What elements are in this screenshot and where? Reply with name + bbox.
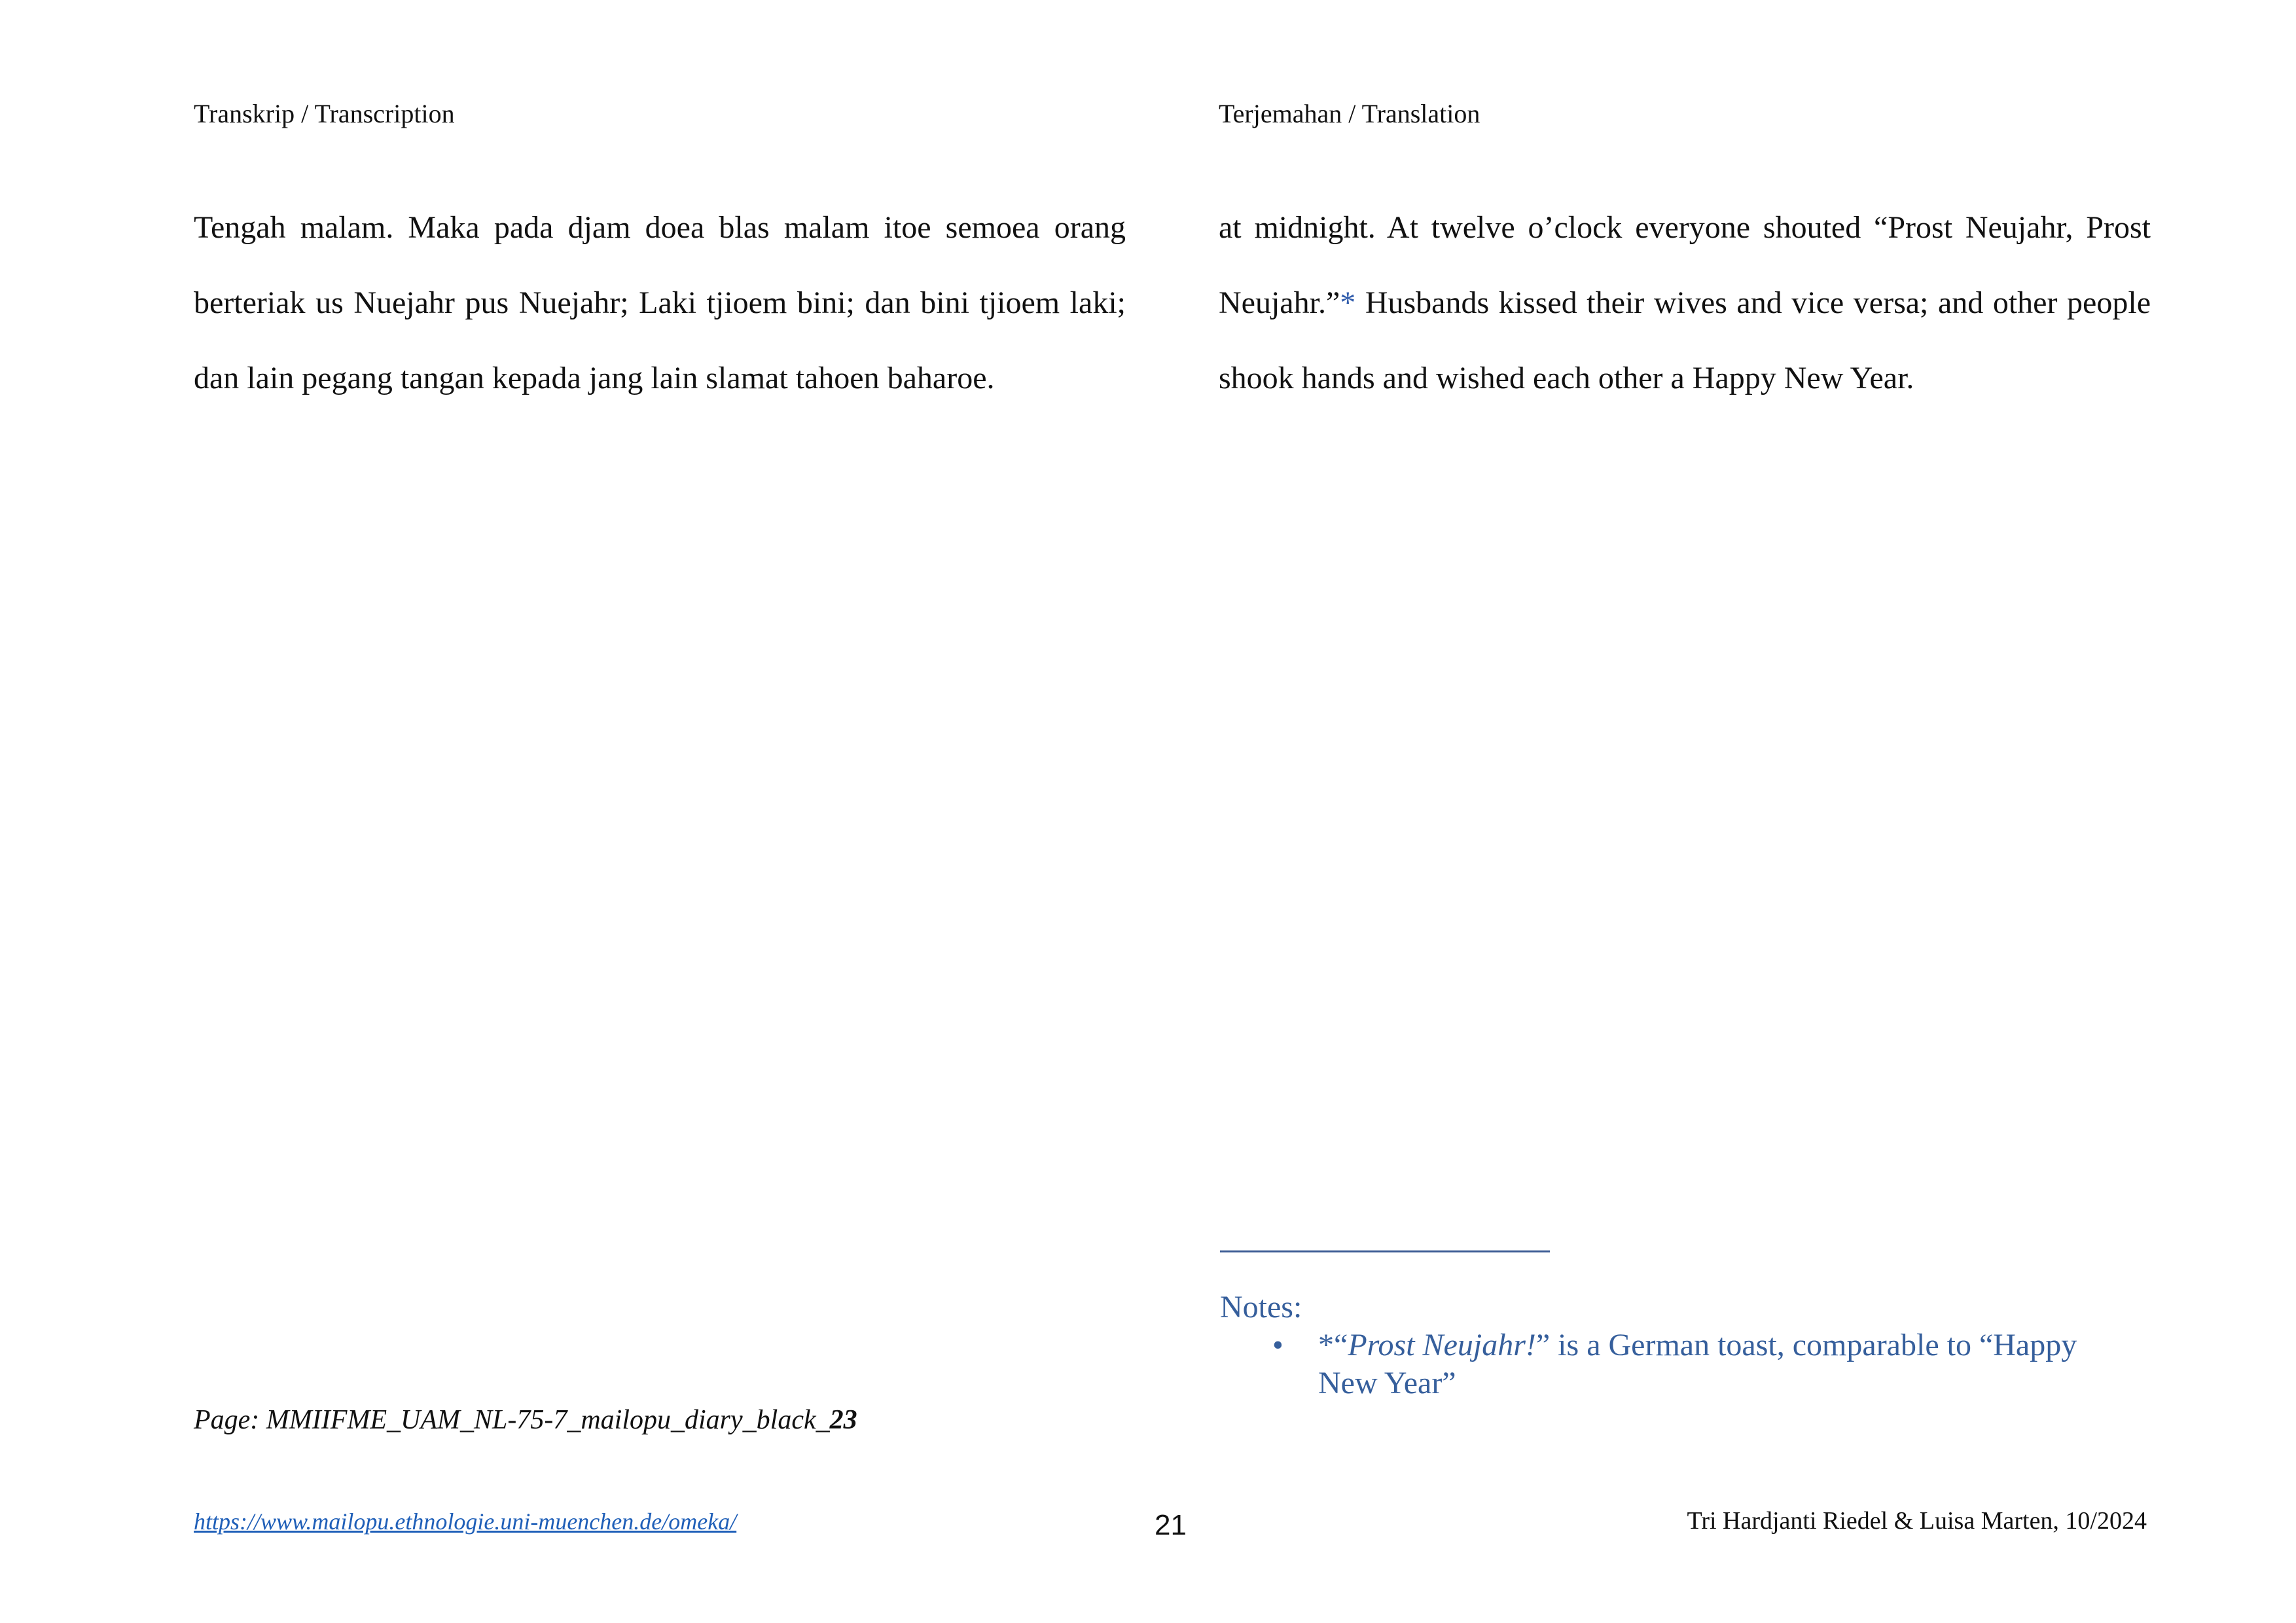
footnote-marker[interactable]: *: [1340, 285, 1356, 320]
page-reference: [194, 1404, 857, 1436]
notes-section: [1220, 1288, 2136, 1402]
notes-heading: Notes:: [1220, 1290, 1302, 1324]
translation-header: Terjemahan / Translation: [1219, 99, 1480, 128]
translation-text-part1: at midnight. At twelve o’clock everyone shouted “Prost Neujahr, Prost Neujahr.”: [1219, 210, 2151, 320]
note-italic-term: Prost Neujahr!: [1348, 1328, 1536, 1362]
transcription-text: Tengah malam. Maka pada djam doea blas malam itoe semoea orang berteriak us Nuejahr pus Nuejahr; Laki tjioem bini; dan bini tjioem laki; dan lain pegang tangan kepada jang lain slamat tahoen baharoe.: [194, 210, 1126, 395]
notes-separator: [1220, 1250, 1550, 1252]
transcription-header: Transkrip / Transcription: [194, 99, 455, 128]
note-suffix: ” is a German toast, comparable to “Happy New Year”: [1318, 1328, 2077, 1400]
translation-text-part2: Husbands kissed their wives and vice versa; and other people shook hands and wished each other a Happy New Year.: [1219, 285, 2151, 395]
footer-authors: Tri Hardjanti Riedel & Luisa Marten, 10/2024: [1687, 1507, 2147, 1535]
translation-text: [1219, 190, 2151, 416]
bullet-icon: •: [1272, 1328, 1283, 1362]
page-reference-label: Page: MMIIFME_UAM_NL-75-7_mailopu_diary_black_: [194, 1405, 830, 1435]
footer-website-link[interactable]: https://www.mailopu.ethnologie.uni-muenchen.de/omeka/: [194, 1508, 737, 1535]
page-reference-number: 23: [829, 1405, 857, 1435]
page-number: 21: [1155, 1509, 1187, 1541]
note-prefix: *“: [1318, 1328, 1348, 1362]
notes-list: [1220, 1326, 2136, 1402]
note-item: [1220, 1326, 2136, 1402]
